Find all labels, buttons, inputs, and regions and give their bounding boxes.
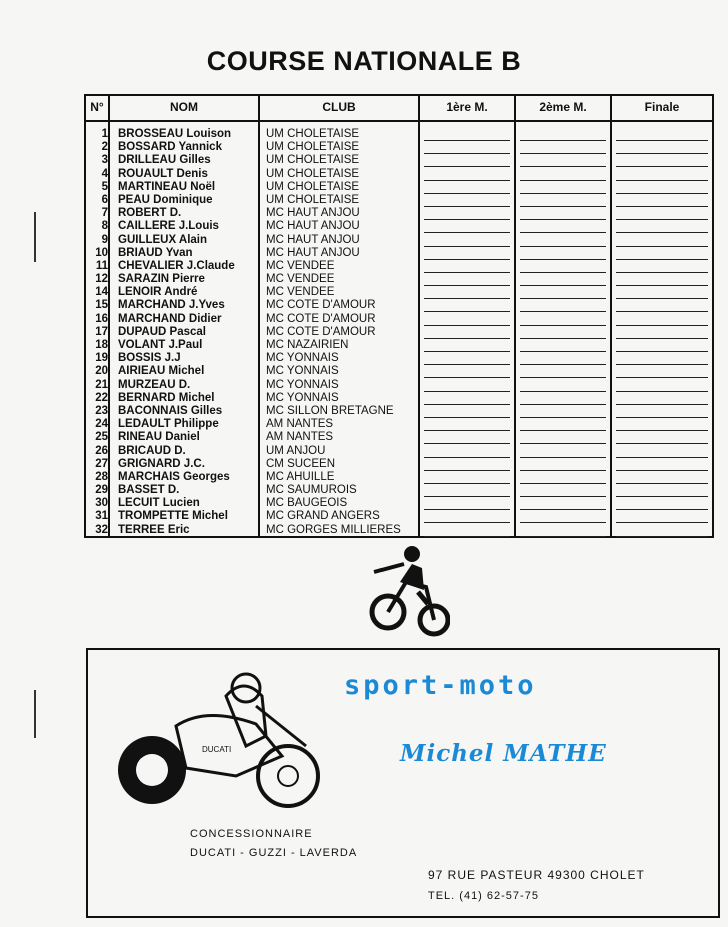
results-table (84, 94, 714, 538)
table-row (86, 352, 712, 365)
table-row (86, 326, 712, 339)
rider-number: 11 (95, 259, 108, 272)
header-manche-1: 1ère M. (446, 100, 488, 114)
rider-number: 18 (95, 339, 108, 351)
header-num: N° (90, 100, 104, 114)
table-row (86, 260, 712, 273)
binder-hole-bottom (34, 690, 36, 738)
table-row (86, 194, 712, 207)
table-row (86, 207, 712, 220)
rider-name: LECUIT Lucien (118, 497, 200, 510)
table-row (86, 141, 712, 154)
table-row (86, 339, 712, 352)
rider-name: MARTINEAU Noël (118, 180, 216, 193)
rider-number: 16 (95, 312, 108, 325)
table-row (86, 484, 712, 497)
rider-club: UM CHOLETAISE (266, 180, 360, 193)
rider-number: 21 (95, 378, 108, 391)
table-row (86, 510, 712, 523)
rider-name: BERNARD Michel (118, 391, 215, 404)
ad-brand: sport-moto (344, 670, 537, 701)
binder-hole-top (34, 212, 36, 262)
rider-name: MURZEAU D. (118, 378, 191, 391)
rider-club: MC YONNAIS (266, 365, 339, 378)
rider-number: 9 (101, 233, 108, 246)
rider-name: BACONNAIS Gilles (118, 404, 223, 417)
rider-club: UM CHOLETAISE (266, 128, 360, 140)
table-header (86, 96, 712, 122)
rider-name: CHEVALIER J.Claude (118, 259, 235, 272)
rider-number: 24 (95, 418, 108, 431)
rider-club: MC GORGES MILLIERES (266, 523, 401, 536)
score-entry-line (616, 536, 708, 537)
table-row (86, 168, 712, 181)
rider-number: 26 (95, 444, 108, 457)
rider-name: LEDAULT Philippe (118, 418, 219, 431)
rider-club: UM ANJOU (266, 444, 326, 457)
rider-club: MC BAUGEOIS (266, 497, 348, 510)
rider-number: 20 (95, 365, 108, 378)
rider-club: MC HAUT ANJOU (266, 233, 360, 246)
sport-motorcycle-illustration (106, 666, 336, 816)
rider-club: UM CHOLETAISE (266, 154, 360, 167)
rider-club: MC AHUILLE (266, 470, 335, 483)
rider-club: MC SILLON BRETAGNE (266, 404, 394, 417)
rider-name: MARCHAND J.Yves (118, 299, 225, 312)
table-row (86, 405, 712, 418)
rider-name: BASSET D. (118, 484, 180, 497)
rider-number: 10 (95, 246, 108, 259)
rider-club: MC HAUT ANJOU (266, 207, 360, 220)
rider-name: LENOIR André (118, 286, 198, 299)
rider-club: CM SUCEEN (266, 457, 336, 470)
table-row (86, 128, 712, 141)
rider-name: BRIAUD Yvan (118, 246, 193, 259)
rider-club: MC HAUT ANJOU (266, 220, 360, 233)
rider-number: 25 (95, 431, 108, 444)
rider-name: TROMPETTE Michel (118, 510, 228, 523)
rider-name: DRILLEAU Gilles (118, 154, 211, 167)
table-row (86, 365, 712, 378)
ad-owner: Michel MATHE (400, 740, 607, 767)
ad-phone: TEL. (41) 62-57-75 (428, 890, 539, 902)
table-row (86, 234, 712, 247)
ad-role: CONCESSIONNAIRE (190, 828, 313, 840)
rider-number: 28 (95, 470, 108, 483)
rider-club: AM NANTES (266, 418, 334, 431)
rider-number: 14 (95, 286, 108, 299)
rider-number: 32 (95, 523, 108, 536)
rider-name: MARCHAND Didier (118, 312, 222, 325)
rider-name: BROSSEAU Louison (118, 128, 232, 140)
table-row (86, 471, 712, 484)
table-row (86, 247, 712, 260)
rider-name: DUPAUD Pascal (118, 325, 206, 338)
ad-address: 97 RUE PASTEUR 49300 CHOLET (428, 868, 645, 882)
rider-name: CAILLERE J.Louis (118, 220, 219, 233)
rider-name: SARAZIN Pierre (118, 273, 205, 286)
rider-club: MC HAUT ANJOU (266, 246, 360, 259)
rider-club: MC VENDEE (266, 286, 335, 299)
rider-number: 1 (101, 128, 108, 140)
table-row (86, 524, 712, 537)
rider-number: 2 (101, 141, 108, 154)
rider-name: GUILLEUX Alain (118, 233, 208, 246)
table-row (86, 497, 712, 510)
table-row (86, 313, 712, 326)
rider-name: AIRIEAU Michel (118, 365, 205, 378)
table-row (86, 299, 712, 312)
rider-club: MC COTE D'AMOUR (266, 299, 376, 312)
rider-name: BOSSARD Yannick (118, 141, 222, 154)
rider-club: MC NAZAIRIEN (266, 339, 349, 351)
header-finale: Finale (644, 100, 680, 114)
score-entry-line (424, 536, 510, 537)
rider-club: AM NANTES (266, 431, 334, 444)
rider-name: ROBERT D. (118, 207, 182, 220)
table-row (86, 154, 712, 167)
header-manche-2: 2ème M. (539, 100, 587, 114)
rider-club: MC VENDEE (266, 259, 335, 272)
header-club: CLUB (322, 100, 356, 114)
rider-name: BOSSIS J.J (118, 352, 181, 365)
rider-club: MC VENDEE (266, 273, 335, 286)
rider-club: MC YONNAIS (266, 352, 339, 365)
header-nom: NOM (170, 100, 198, 114)
rider-club: MC YONNAIS (266, 378, 339, 391)
rider-club: MC YONNAIS (266, 391, 339, 404)
rider-number: 17 (95, 325, 108, 338)
rider-number: 12 (95, 273, 108, 286)
table-body (86, 128, 712, 537)
rider-name: RINEAU Daniel (118, 431, 200, 444)
rider-name: VOLANT J.Paul (118, 339, 203, 351)
rider-number: 19 (95, 352, 108, 365)
rider-number: 29 (95, 484, 108, 497)
motocross-rider-illustration (366, 542, 450, 642)
rider-number: 27 (95, 457, 108, 470)
rider-number: 5 (101, 180, 108, 193)
rider-number: 6 (101, 193, 108, 206)
rider-number: 15 (95, 299, 108, 312)
table-row (86, 458, 712, 471)
rider-name: BRICAUD D. (118, 444, 186, 457)
rider-number: 3 (101, 154, 108, 167)
table-row (86, 286, 712, 299)
rider-number: 22 (95, 391, 108, 404)
rider-club: MC GRAND ANGERS (266, 510, 380, 523)
rider-name: TERREE Eric (118, 523, 190, 536)
table-row (86, 445, 712, 458)
table-row (86, 431, 712, 444)
rider-number: 23 (95, 404, 108, 417)
rider-name: MARCHAIS Georges (118, 470, 230, 483)
rider-number: 8 (101, 220, 108, 233)
score-entry-line (520, 536, 606, 537)
rider-number: 4 (101, 167, 108, 180)
bike-brand-label: DUCATI (202, 745, 232, 754)
table-row (86, 273, 712, 286)
rider-number: 7 (101, 207, 108, 220)
rider-name: PEAU Dominique (118, 193, 213, 206)
rider-name: ROUAULT Denis (118, 167, 208, 180)
table-row (86, 418, 712, 431)
rider-club: UM CHOLETAISE (266, 193, 360, 206)
rider-club: UM CHOLETAISE (266, 141, 360, 154)
table-row (86, 379, 712, 392)
ad-brands: DUCATI - GUZZI - LAVERDA (190, 847, 358, 859)
rider-club: MC COTE D'AMOUR (266, 312, 376, 325)
rider-club: MC COTE D'AMOUR (266, 325, 376, 338)
rider-number: 30 (95, 497, 108, 510)
table-row (86, 181, 712, 194)
table-row (86, 220, 712, 233)
rider-number: 31 (95, 510, 108, 523)
rider-club: MC SAUMUROIS (266, 484, 357, 497)
rider-name: GRIGNARD J.C. (118, 457, 205, 470)
rider-club: UM CHOLETAISE (266, 167, 360, 180)
page-title: COURSE NATIONALE B (206, 46, 522, 76)
advertisement (86, 648, 720, 918)
table-row (86, 392, 712, 405)
